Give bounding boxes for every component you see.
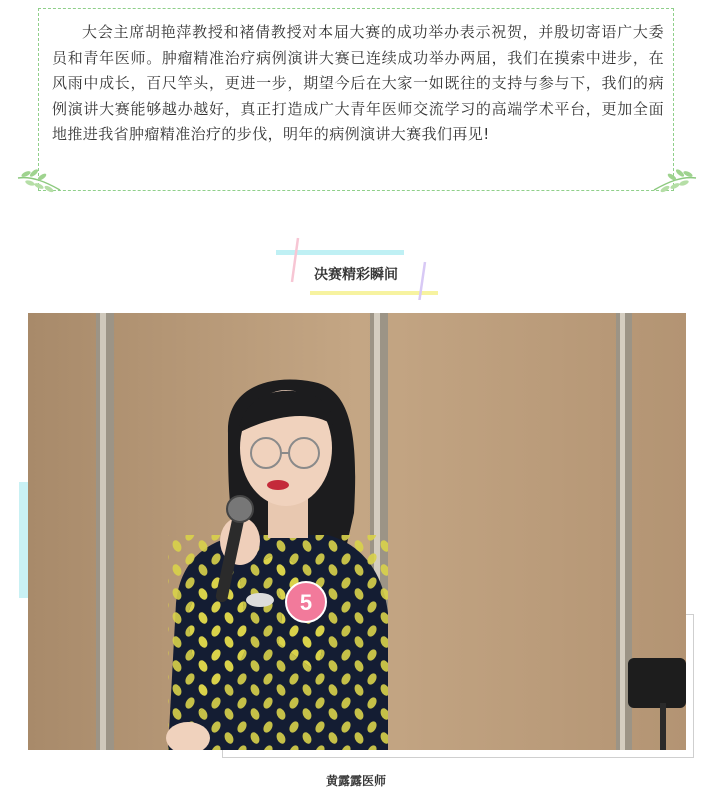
number-badge: 5 — [299, 590, 313, 615]
leaf-left-icon — [16, 168, 62, 194]
leaf-right-icon — [652, 168, 698, 194]
section-heading — [0, 230, 712, 300]
photo-side-accent — [19, 482, 28, 598]
photo-caption: 黄露露医师 — [325, 774, 386, 788]
speaker-photo — [28, 313, 686, 750]
speaker-illustration — [28, 313, 686, 750]
intro-paragraph: 大会主席胡艳萍教授和褚倩教授对本届大赛的成功举办表示祝贺，并殷切寄语广大委员和青年医师。肿瘤精准治疗病例演讲大赛已连续成功举办两届，我们在摸索中进步，在风雨中成长，百尺竿头，更进一步，期望今后在大家一如既往的支持与参与下，我们的病例演讲大赛能够越办越好，真正打造成广大青年医师交流学习的高端学术平台，更加全面地推进我省肿瘤精准治疗的步伐，明年的病例演讲大赛我们再见! — [52, 23, 664, 143]
section-title: 决赛精彩瞬间 — [314, 267, 398, 283]
